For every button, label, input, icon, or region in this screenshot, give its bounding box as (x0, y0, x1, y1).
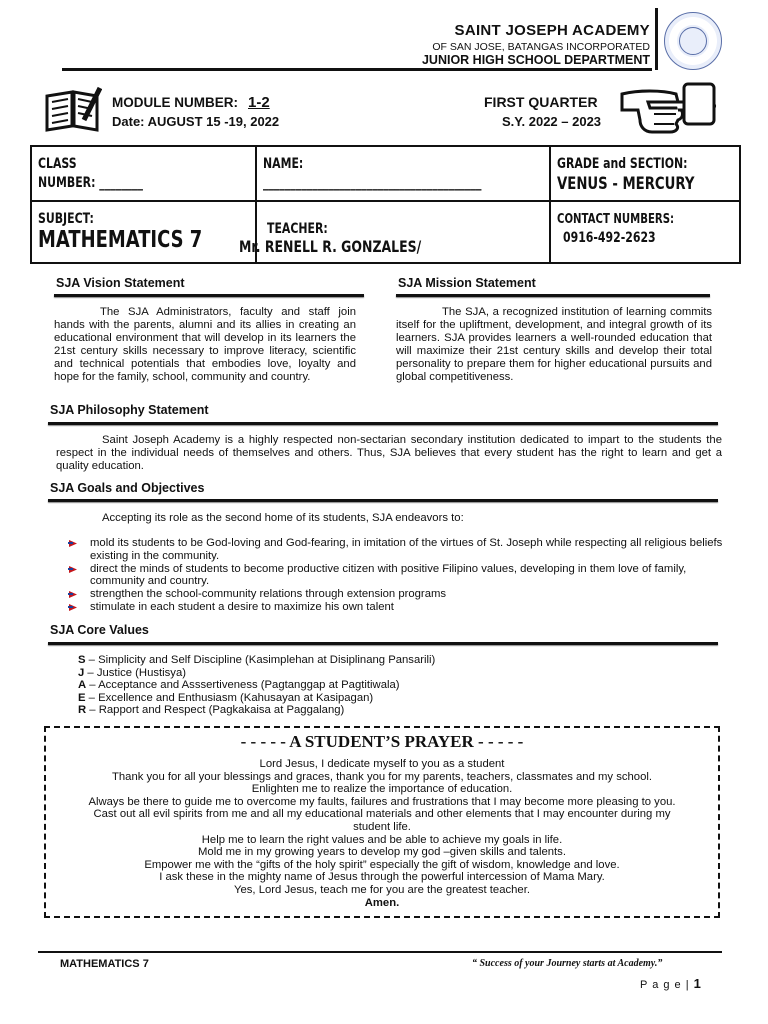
arrow-bullet-icon (68, 590, 78, 599)
core-value-letter: R (78, 704, 87, 717)
school-subtitle: OF SAN JOSE, BATANGAS INCORPORATED (432, 41, 650, 53)
name-cell[interactable] (256, 146, 550, 201)
core-value-letter: J (78, 666, 85, 679)
contact-value: 0916-492-2623 (562, 230, 656, 246)
arrow-bullet-icon (68, 603, 78, 612)
number-label: NUMBER: ________ (38, 175, 143, 191)
prayer-title: - - - - - A STUDENT’S PRAYER - - - - - (240, 732, 524, 751)
subject-value: MATHEMATICS 7 (38, 227, 203, 253)
goals-list (64, 537, 724, 614)
department-name: JUNIOR HIGH SCHOOL DEPARTMENT (421, 53, 650, 67)
vision-title: SJA Vision Statement (56, 276, 185, 290)
header-vertical-divider (655, 8, 658, 70)
core-value-text: – Acceptance and Asssertiveness (Pagtanggap at Pagtitiwala) (86, 679, 400, 692)
prayer-line: Enlighten me to realize the importance of education. (251, 783, 513, 796)
core-value-item (78, 704, 638, 717)
philosophy-rule (48, 422, 718, 425)
core-values-rule (48, 642, 718, 645)
core-value-text: – Rapport and Respect (Pagkakaisa at Paggalang) (86, 704, 345, 717)
contact-cell (550, 201, 740, 263)
module-label: MODULE NUMBER: (112, 95, 238, 110)
page-number (640, 976, 702, 991)
goals-intro: Accepting its role as the second home of its students, SJA endeavors to: (102, 512, 464, 524)
prayer-line: I ask these in the mighty name of Jesus through the powerful intercession of Mama Mary. (159, 871, 605, 884)
arrow-bullet-icon (68, 565, 78, 574)
arrow-bullet-icon (68, 539, 78, 548)
mission-title: SJA Mission Statement (398, 276, 536, 290)
name-label: NAME: (262, 156, 303, 172)
core-value-item (78, 692, 638, 705)
goal-text: mold its students to be God-loving and God-fearing, in imitation of the virtues of St. Joseph while respecting all religious beliefs existing in the community. (90, 537, 723, 562)
prayer-line: Thank you for all your blessings and graces, thank you for my parents, teachers, classmates and my school. (112, 770, 652, 783)
module-number (112, 94, 270, 111)
goal-item (64, 601, 724, 614)
core-values-list (78, 654, 638, 717)
open-book-icon (44, 84, 102, 134)
teacher-label: TEACHER: (266, 221, 328, 237)
grade-section-cell (550, 146, 740, 201)
pointing-hand-icon (618, 80, 718, 136)
teacher-cell (238, 201, 550, 263)
header-divider (62, 68, 652, 71)
module-number-value: 1-2 (248, 94, 270, 111)
mission-rule (396, 294, 710, 297)
goal-text: strengthen the school-community relations through extension programs (90, 588, 447, 601)
grade-value: VENUS - MERCURY (556, 174, 695, 194)
grade-label: GRADE and SECTION: (556, 156, 688, 172)
core-value-text: – Simplicity and Self Discipline (Kasimplehan at Disiplinang Pansarili) (85, 654, 436, 666)
page-number-value: 1 (693, 976, 702, 991)
teacher-value: Mr. RENELL R. GONZALES/ (238, 237, 421, 256)
goal-item (64, 563, 724, 589)
goals-title: SJA Goals and Objectives (50, 481, 205, 495)
module-date: Date: AUGUST 15 -19, 2022 (112, 114, 280, 129)
prayer-line: Lord Jesus, I dedicate myself to you as a student (259, 758, 505, 770)
core-value-letter: E (78, 691, 86, 704)
prayer-line: Yes, Lord Jesus, teach me for you are the greatest teacher. (234, 883, 530, 896)
school-name: SAINT JOSEPH ACADEMY (454, 22, 650, 39)
subject-cell (31, 201, 256, 263)
mission-text: The SJA, a recognized institution of learning commits itself for the upliftment, development, and integral growth of its learners. SJA provides learners a well-rounded education that will maximize their 21st century skills and develop their total personality to prepare them for higher educational pursuits and global competitiveness. (396, 306, 712, 383)
goal-text: stimulate in each student a desire to maximize his own talent (90, 600, 394, 613)
student-info-table (30, 145, 741, 264)
core-values-title: SJA Core Values (50, 623, 149, 637)
footer-quote: “ Success of your Journey starts at Academy.” (472, 958, 663, 969)
goal-item (64, 588, 724, 601)
philosophy-title: SJA Philosophy Statement (50, 403, 209, 417)
goals-rule (48, 499, 718, 502)
footer-divider (38, 951, 722, 953)
core-value-text: – Justice (Hustisya) (84, 666, 186, 679)
core-value-item (78, 679, 638, 692)
contact-label: CONTACT NUMBERS: (556, 212, 674, 227)
core-value-item (78, 654, 638, 667)
core-value-text: – Excellence and Enthusiasm (Kahusayan at Kasipagan) (85, 691, 374, 704)
subject-label: SUBJECT: (38, 211, 94, 227)
footer-subject: MATHEMATICS 7 (60, 958, 149, 970)
prayer-line: Cast out all evil spirits from me and all my educational materials and other elements that I may encounter during my student life. (93, 808, 671, 833)
core-value-letter: S (78, 654, 86, 666)
page-label: P a g e | (640, 979, 690, 991)
school-year: S.Y. 2022 – 2023 (502, 114, 602, 129)
prayer-line: Always be there to guide me to overcome my faults, failures and frustrations that I may become more pleasing to you. (88, 795, 676, 808)
class-label: CLASS (38, 156, 77, 172)
prayer-text (50, 758, 714, 909)
vision-text: The SJA Administrators, faculty and staff join hands with the parents, alumni and its allies in creating an educational environment that will develop in its learners the 21st century skills necessary to improve literacy, scientific and technical potentials that embodies love, loyalty and hope for the family, school, community and country. (54, 306, 356, 383)
goal-text: direct the minds of students to become productive citizen with positive Filipino values, developing in them love of family, community and country. (90, 562, 687, 588)
prayer-line: Help me to learn the right values and be able to achieve my goals in life. (201, 833, 563, 846)
prayer-line: Mold me in my growing years to develop my god –given skills and talents. (198, 846, 566, 859)
school-seal-icon (664, 12, 722, 70)
core-value-letter: A (78, 679, 87, 692)
philosophy-text: Saint Joseph Academy is a highly respected non-sectarian secondary institution dedicated to impart to the students the respect in the individual needs of themselves and others. Thus, SJA believes that every student has the right to learn and get a quality education. (56, 434, 722, 472)
core-value-item (78, 667, 638, 680)
vision-rule (54, 294, 364, 297)
quarter: FIRST QUARTER (484, 94, 598, 110)
name-line: ________________________________________ (262, 175, 481, 191)
goal-item (64, 537, 724, 563)
class-number-cell[interactable] (31, 146, 256, 201)
prayer-line: Empower me with the “gifts of the holy spirit” especially the gift of wisdom, knowledge and love. (144, 858, 620, 871)
prayer-amen: Amen. (364, 896, 400, 909)
